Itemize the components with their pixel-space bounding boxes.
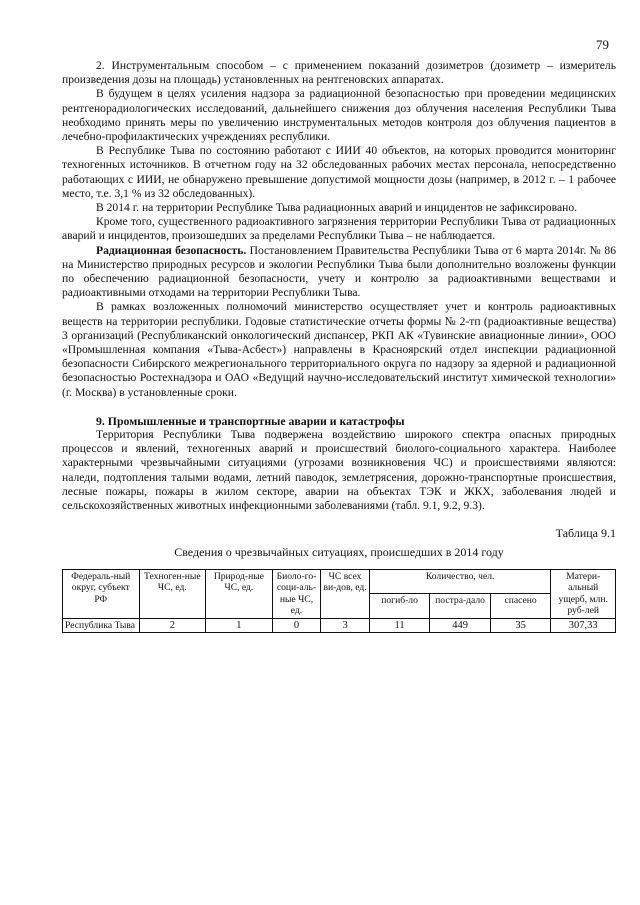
header-dead: погиб-ло: [369, 594, 429, 619]
table-header-row: [63, 569, 616, 594]
cell-total: 3: [321, 618, 370, 633]
table-label: Таблица 9.1: [555, 526, 616, 541]
cell-tech: 2: [139, 618, 206, 633]
page-number: 79: [596, 37, 609, 52]
cell-dead: 11: [369, 618, 429, 633]
emergency-table: [62, 569, 616, 634]
cell-natural: 1: [206, 618, 272, 633]
cell-district: Республика Тыва: [63, 618, 140, 633]
section-title: 9. Промышленные и транспортные аварии и катастрофы: [96, 413, 405, 428]
header-tech: Техноген-ные ЧС, ед.: [139, 569, 206, 618]
header-district: Федераль-ный округ, субъект РФ: [63, 569, 140, 618]
radiation-text: Постановлением Правительства Республики Тыва от 6 марта 2014г. № 86 на Министерство природных ресурсов и экологии Республики Тыва были дополнительно возложены функции по обеспечению радиационной безопасности, учету и контролю за радиоактивными веществами и радиоактивными отходами на территории Республики Тыва.: [62, 243, 616, 300]
radiation-heading: Радиационная безопасность.: [96, 243, 247, 257]
header-total: ЧС всех ви-дов, ед.: [321, 569, 370, 618]
header-bio: Биоло-го-соци-аль-ные ЧС, ед.: [272, 569, 321, 618]
header-injured: постра-дало: [430, 594, 491, 619]
paragraph: В рамках возложенных полномочий министерство осуществляет учет и контроль радиоактивных веществ на территории республики. Годовые статистические отчеты формы № 2-тп (радиоактивные вещества) 3 организаций (Республиканский онкологический диспансер, РКП АК «Тувинские авиационные линии», ООО «Промышленная компания «Тыва-Асбест») направлены в Красноярский отдел инспекции радиационной безопасности Сибирского межрегионального территориального округа по надзору за ядерной и радиационной безопасностью Ростехнадзора и ОАО «Ведущий научно-исследовательский институт химической технологии» (г. Москва) в установленные сроки.: [62, 300, 616, 399]
paragraph: В будущем в целях усиления надзора за радиационной безопасностью при проведении медицинских рентгенорадиологических исследований, дальнейшего снижения доз облучения населения Республики Тыва необходимо принять меры по увеличению инструментальных методов контроля доз облучения пациентов в лечебно-профилактических учреждениях республики.: [62, 87, 616, 144]
cell-damage: 307,33: [551, 618, 616, 633]
radiation-paragraph: [62, 244, 616, 301]
header-people: Количество, чел.: [369, 569, 551, 594]
cell-rescued: 35: [490, 618, 551, 633]
paragraph: Территория Республики Тыва подвержена воздействию широкого спектра опасных природных процессов и явлений, техногенных аварий и происшествий биолого-социального характера. Наиболее характерными чрезвычайными ситуациями (угрозами возникновения ЧС) и происшествиями являются: наледи, подтопления талыми водами, летний паводок, землетрясения, дорожно-транспортные происшествия, лесные пожары, пожары в жилом секторе, аварии на объектах ТЭК и ЖКХ, заболевания людей и сельскохозяйственных животных инфекционными заболеваниями (табл. 9.1, 9.2, 9.3).: [62, 428, 616, 513]
paragraph: В Республике Тыва по состоянию работают с ИИИ 40 объектов, на которых проводится мониторинг техногенных источников. В отчетном году на 32 обследованных рабочих местах персонала, непосредственно работающих с ИИИ, не обнаружено превышение допустимой мощности дозы (например, в 2012 г. – 1 рабочее место, т.е. 3,1 % из 32 обследованных).: [62, 144, 616, 200]
document-body: [62, 59, 616, 633]
table-row: [63, 618, 616, 633]
cell-bio: 0: [272, 618, 321, 633]
paragraph: Кроме того, существенного радиоактивного загрязнения территории Республики Тыва от радиационных аварий и инцидентов, произошедших за пределами Республики Тыва – не наблюдается.: [62, 215, 616, 243]
header-damage: Матери-альный ущерб, млн. руб-лей: [551, 569, 616, 618]
header-natural: Природ-ные ЧС, ед.: [206, 569, 272, 618]
cell-injured: 449: [430, 618, 491, 633]
paragraph: В 2014 г. на территории Республике Тыва радиационных аварий и инцидентов не зафиксировано.: [96, 201, 578, 215]
table-caption: Сведения о чрезвычайных ситуациях, происшедших в 2014 году: [174, 544, 504, 559]
paragraph: 2. Инструментальным способом – с применением показаний дозиметров (дозиметр – измеритель произведения дозы на площадь) установленных на рентгеновских аппаратах.: [62, 59, 616, 87]
header-rescued: спасено: [490, 594, 551, 619]
